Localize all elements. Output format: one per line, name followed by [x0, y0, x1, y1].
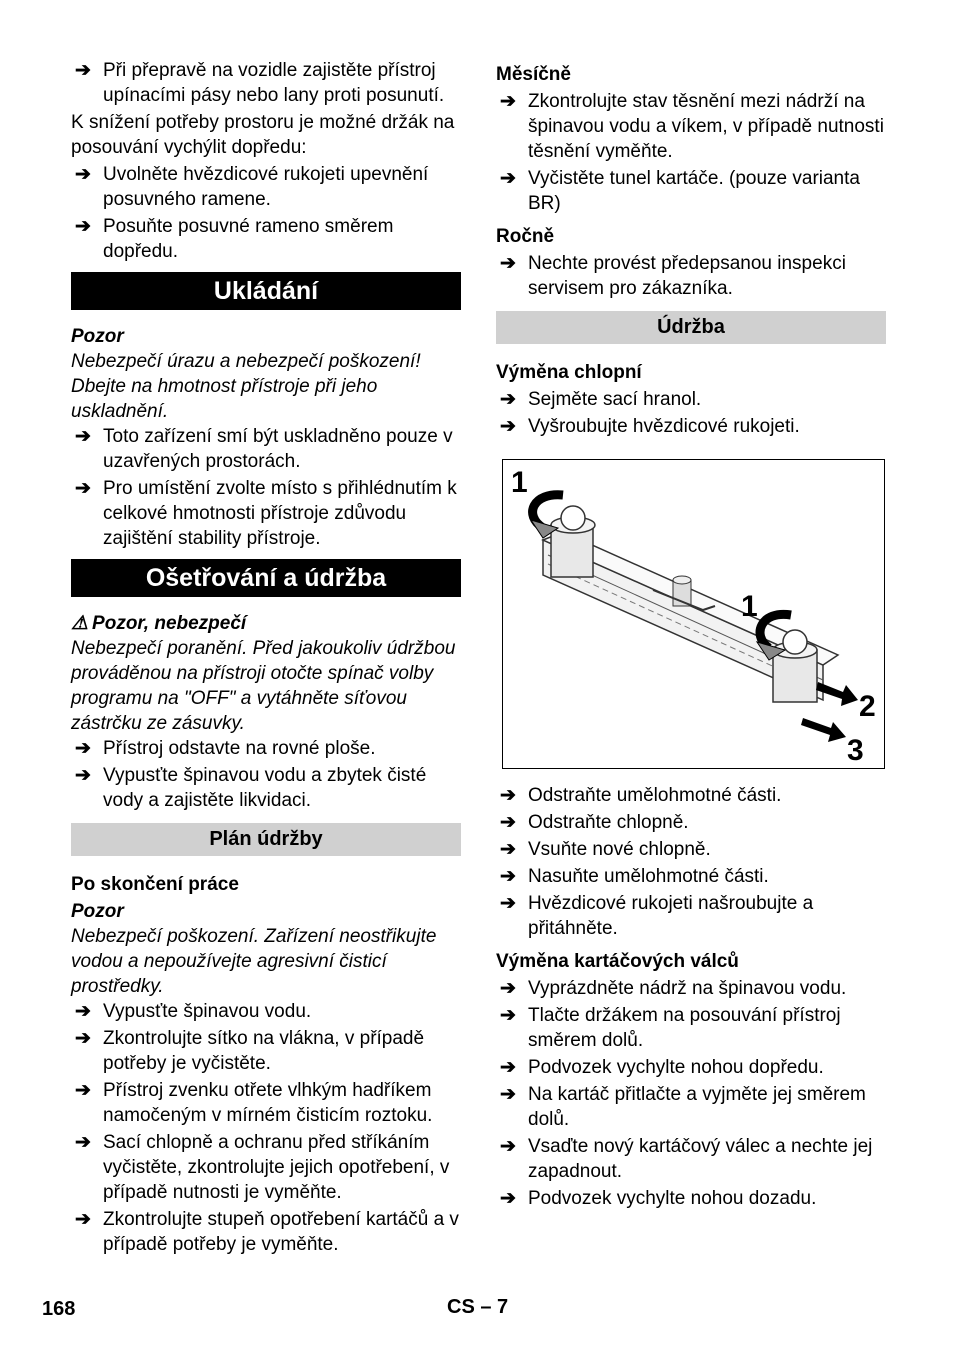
list-item: ➔ Nasuňte umělohmotné části.	[500, 866, 769, 887]
list-item: ➔ Uvolněte hvězdicové rukojeti upevnění posuvného ramene.	[75, 164, 429, 210]
arrow-icon: ➔	[500, 812, 516, 833]
step-label-1a: 1	[511, 466, 528, 499]
arrow-icon: ➔	[500, 1005, 516, 1026]
flap-replacement-illustration	[502, 459, 885, 769]
warning-line: Dbejte na hmotnost přístroje při jeho uskladnění.	[71, 376, 378, 422]
list-item: ➔ Vsaďte nový kartáčový válec a nechte jej zapadnout.	[500, 1136, 873, 1182]
sub-heading: Výměna kartáčových válců	[496, 951, 739, 972]
list-item: ➔ Posuňte posuvné rameno směrem dopředu.	[75, 216, 394, 262]
right-column	[496, 58, 886, 1213]
list-item: ➔ Vsuňte nové chlopně.	[500, 839, 711, 860]
arrow-icon: ➔	[500, 839, 516, 860]
list-item: ➔ Podvozek vychylte nohou dozadu.	[500, 1188, 817, 1209]
list-item: ➔ Tlačte držákem na posouvání přístroj směrem dolů.	[500, 1005, 841, 1051]
step-label-2: 2	[859, 690, 876, 723]
list-item: ➔ Pro umístění zvolte místo s přihlédnutím k celkové hmotnosti přístroje zdůvodu zajištění stability přístroje.	[75, 478, 457, 549]
arrow-icon: ➔	[75, 426, 91, 447]
page-footer-section: CS – 7	[447, 1296, 509, 1318]
subsection-heading-maintenance: Údržba	[496, 311, 886, 344]
list-item: ➔ Vyprázdněte nádrž na špinavou vodu.	[500, 978, 847, 999]
list-item: ➔ Nechte provést předepsanou inspekci servisem pro zákazníka.	[500, 253, 846, 299]
arrow-icon: ➔	[500, 1057, 516, 1078]
warning-text: Nebezpečí poškození. Zařízení neostřikujte vodou a nepoužívejte agresivní čisticí prostředky.	[71, 926, 437, 997]
section-heading-storage: Ukládání	[71, 272, 461, 310]
sub-heading: Výměna chlopní	[496, 362, 642, 383]
arrow-icon: ➔	[500, 416, 516, 437]
page-number: 168	[42, 1298, 76, 1320]
list-item: ➔ Vyčistěte tunel kartáče. (pouze varianta BR)	[500, 168, 860, 214]
list-item: ➔ Vyšroubujte hvězdicové rukojeti.	[500, 416, 800, 437]
arrow-icon: ➔	[500, 1188, 516, 1209]
list-item: ➔ Podvozek vychylte nohou dopředu.	[500, 1057, 824, 1078]
subsection-heading-plan: Plán údržby	[71, 823, 461, 856]
warning-triangle-icon: ⚠	[71, 613, 89, 634]
warning-line: Nebezpečí úrazu a nebezpečí poškození!	[71, 351, 421, 372]
list-item: ➔ Sací chlopně a ochranu před stříkáním vyčistěte, zkontrolujte jejich opotřebení, v případě nutnosti je vyměňte.	[75, 1132, 450, 1203]
list-item: ➔ Přístroj odstavte na rovné ploše.	[75, 738, 376, 759]
arrow-icon: ➔	[500, 168, 516, 189]
section-heading-care: Ošetřování a údržba	[71, 559, 461, 597]
list-item: ➔ Zkontrolujte stupeň opotřebení kartáčů a v případě potřeby je vyměňte.	[75, 1209, 459, 1255]
arrow-icon: ➔	[500, 1136, 516, 1157]
caution-label: Pozor	[71, 326, 124, 347]
list-item: ➔ Při přepravě na vozidle zajistěte přístroj upínacími pásy nebo lany proti posunutí.	[75, 60, 445, 106]
suction-bar-drawing	[503, 460, 884, 768]
arrow-icon: ➔	[75, 60, 91, 81]
paragraph: K snížení potřeby prostoru je možné držák na posouvání vychýlit dopředu:	[71, 112, 455, 158]
arrow-icon: ➔	[75, 1001, 91, 1022]
list-item: ➔ Toto zařízení smí být uskladněno pouze v uzavřených prostorách.	[75, 426, 453, 472]
list-item: ➔ Vypusťte špinavou vodu.	[75, 1001, 312, 1022]
arrow-icon: ➔	[75, 216, 91, 237]
arrow-icon: ➔	[75, 765, 91, 786]
arrow-icon: ➔	[500, 866, 516, 887]
sub-heading: Po skončení práce	[71, 874, 239, 895]
arrow-icon: ➔	[75, 1132, 91, 1153]
arrow-icon: ➔	[500, 389, 516, 410]
arrow-icon: ➔	[75, 1209, 91, 1230]
arrow-icon: ➔	[500, 785, 516, 806]
list-item: ➔ Přístroj zvenku otřete vlhkým hadříkem namočeným v mírném čisticím roztoku.	[75, 1080, 433, 1126]
arrow-icon: ➔	[500, 893, 516, 914]
sub-heading: Ročně	[496, 226, 555, 247]
caution-label: Pozor	[71, 901, 124, 922]
list-item: ➔ Odstraňte chlopně.	[500, 812, 689, 833]
step-label-3: 3	[847, 734, 864, 767]
arrow-icon: ➔	[500, 978, 516, 999]
arrow-icon: ➔	[500, 1084, 516, 1105]
list-item: ➔ Vypusťte špinavou vodu a zbytek čisté vody a zajistěte likvidaci.	[75, 765, 427, 811]
list-item: ➔ Zkontrolujte sítko na vlákna, v případě potřeby je vyčistěte.	[75, 1028, 425, 1074]
warning-text: Nebezpečí poranění. Před jakoukoliv údržbou prováděnou na přístroji otočte spínač volby programu na "OFF" a vytáhněte síťovou zástrčku ze zásuvky.	[71, 638, 456, 734]
arrow-icon: ➔	[75, 1080, 91, 1101]
list-item: ➔ Na kartáč přitlačte a vyjměte jej směrem dolů.	[500, 1084, 866, 1130]
sub-heading: Měsíčně	[496, 64, 571, 85]
arrow-icon: ➔	[75, 1028, 91, 1049]
arrow-icon: ➔	[500, 91, 516, 112]
list-item: ➔ Zkontrolujte stav těsnění mezi nádrží na špinavou vodu a víkem, v případě nutnosti těsnění vyměňte.	[500, 91, 884, 162]
arrow-icon: ➔	[75, 738, 91, 759]
list-item: ➔ Hvězdicové rukojeti našroubujte a přitáhněte.	[500, 893, 814, 939]
list-item: ➔ Odstraňte umělohmotné části.	[500, 785, 782, 806]
arrow-icon: ➔	[75, 164, 91, 185]
arrow-icon: ➔	[75, 478, 91, 499]
arrow-icon: ➔	[500, 253, 516, 274]
step-label-1b: 1	[741, 590, 758, 623]
list-item: ➔ Sejměte sací hranol.	[500, 389, 702, 410]
caution-label: ⚠ Pozor, nebezpečí	[71, 613, 247, 634]
left-column	[71, 58, 461, 1259]
